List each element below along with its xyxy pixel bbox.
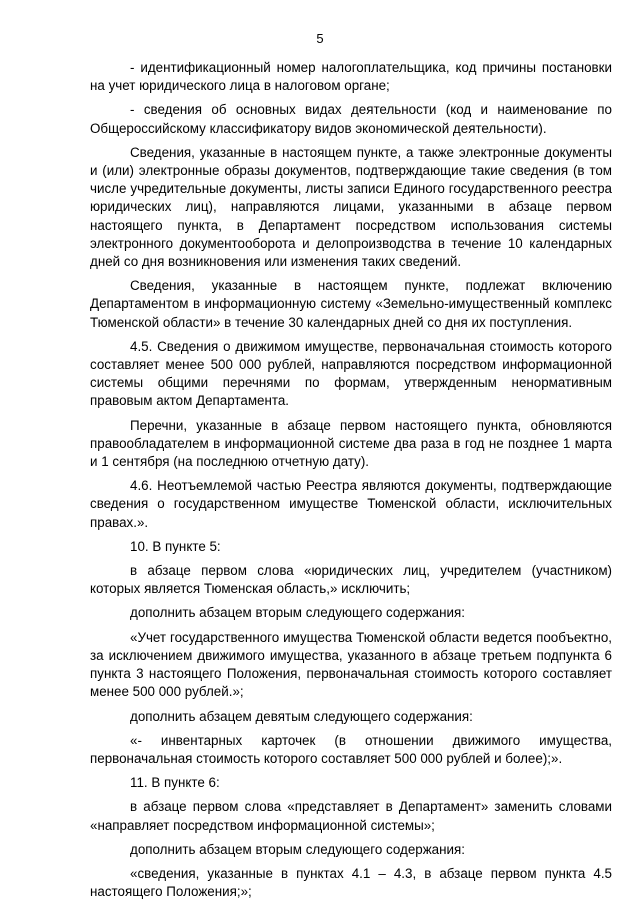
paragraph: 10. В пункте 5: [130, 538, 221, 554]
paragraph: - идентификационный номер налогоплательщика, код причины постановки на учет юридического лица в налоговом органе; [90, 60, 612, 94]
paragraph: - сведения об основных видах деятельности (код и наименование по Общероссийскому классификатору видов экономической деятельности). [90, 102, 612, 136]
paragraph: дополнить абзацем девятым следующего содержания: [130, 708, 473, 724]
paragraph: дополнить абзацем вторым следующего содержания: [130, 841, 465, 857]
paragraph: 4.6. Неотъемлемой частью Реестра являются документы, подтверждающие сведения о государственном имуществе Тюменской области, исключительных правах.». [90, 478, 612, 530]
paragraph: в абзаце первом слова «представляет в Департамент» заменить словами «направляет посредством информационной системы»; [90, 799, 612, 833]
paragraph: 11. В пункте 6: [130, 775, 220, 791]
paragraph: «Учет государственного имущества Тюменской области ведется пообъектно, за исключением движимого имущества, указанного в абзаце третьем подпункта 6 пункта 3 настоящего Положения, первоначальная стоимость которого составляет менее 500 000 рублей.»; [90, 629, 612, 700]
paragraph: «- инвентарных карточек (в отношении движимого имущества, первоначальная стоимость которого составляет 500 000 рублей и более);». [90, 732, 612, 766]
paragraph: Перечни, указанные в абзаце первом настоящего пункта, обновляются правообладателем в информационной системе два раза в год не позднее 1 марта и 1 сентября (на последнюю отчетную дату). [90, 417, 612, 470]
paragraph: дополнить абзацем вторым следующего содержания: [130, 605, 465, 621]
page-number: 5 [316, 31, 324, 46]
paragraph: «сведения, указанные в пунктах 4.1 – 4.3, в абзаце первом пункта 4.5 настоящего Положения;»; [90, 865, 612, 900]
paragraph: в абзаце первом слова «юридических лиц, учредителем (участником) которых является Тюменская область,» исключить; [90, 563, 612, 597]
paragraph: Сведения, указанные в настоящем пункте, а также электронные документы и (или) электронные образы документов, подтверждающие такие сведения (в том числе учредительные документы, листы записи Единого государственного реестра юридических лиц), направляются лицами, указанными в абзаце первом настоящего пункта, в Департамент посредством использования системы электронного документооборота и делопроизводства в течение 10 календарных дней со дня возникновения или изменения таких сведений. [90, 144, 612, 270]
document-body [90, 59, 612, 907]
paragraph: Сведения, указанные в настоящем пункте, подлежат включению Департаментом в информационную систему «Земельно-имущественный комплекс Тюменской области» в течение 30 календарных дней со дня их поступления. [90, 278, 612, 330]
paragraph: 4.5. Сведения о движимом имуществе, первоначальная стоимость которого составляет менее 500 000 рублей, направляются посредством информационной системы общими перечнями по формам, утвержденным ненормативным правовым актом Департамента. [90, 338, 612, 409]
